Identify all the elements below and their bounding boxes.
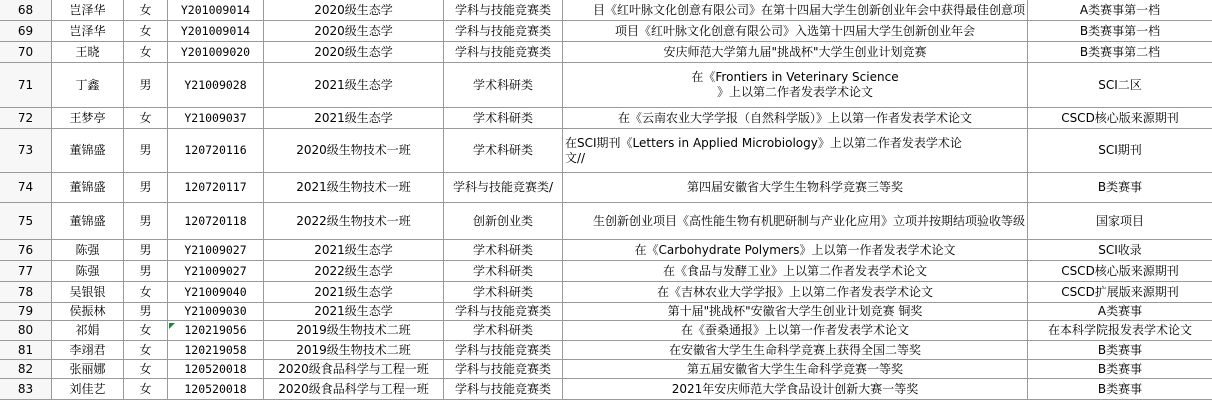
class-cell-text: 2019级生物技术二班 (296, 342, 411, 357)
category-cell-text: 学科与技能竞赛类 (454, 342, 551, 357)
category-cell[interactable] (444, 379, 563, 399)
name-cell-text: 岂泽华 (69, 23, 106, 38)
name-cell[interactable] (52, 108, 124, 128)
class-cell[interactable] (264, 108, 444, 128)
gender-cell-text: 女 (139, 44, 152, 59)
name-cell[interactable] (52, 282, 124, 302)
description-cell-text: 生创新创业项目《高性能生物有机肥研制与产业化应用》立项并按期结项验收等级 (592, 213, 1025, 228)
student-id-cell[interactable] (168, 341, 264, 359)
name-cell-text: 李翊君 (69, 342, 106, 357)
level-cell-text: A类赛事第一档 (1079, 2, 1161, 17)
level-cell[interactable] (1028, 379, 1212, 399)
category-cell-text: 学科与技能竞赛类 (454, 381, 551, 396)
description-cell-text: 在《Frontiers in Veterinary Science 》上以第二作者发表学术论文 (691, 70, 899, 99)
row-number-cell-text: 77 (17, 263, 34, 278)
name-cell[interactable] (52, 21, 124, 41)
name-cell-text: 祁娟 (75, 323, 100, 337)
name-cell[interactable] (52, 203, 124, 239)
level-cell-text: 国家项目 (1095, 213, 1144, 228)
level-cell[interactable] (1028, 42, 1212, 62)
category-cell[interactable] (444, 63, 563, 107)
table-row[interactable] (0, 203, 1212, 240)
name-cell-text: 岂泽华 (69, 2, 106, 17)
class-cell-text: 2021级生态学 (314, 242, 393, 257)
table-row[interactable] (0, 173, 1212, 203)
category-cell[interactable] (444, 261, 563, 281)
level-cell-text: B类赛事 (1097, 180, 1143, 194)
student-id-cell-text: Y201009014 (180, 23, 251, 38)
gender-cell-text: 女 (139, 381, 152, 396)
name-cell[interactable] (52, 173, 124, 202)
category-cell-text: 学科与技能竞赛类/ (452, 180, 554, 194)
student-id-cell[interactable] (168, 379, 264, 399)
level-cell[interactable] (1028, 0, 1212, 20)
row-number-cell[interactable] (0, 203, 52, 239)
level-cell-text: CSCD扩展版来源期刊 (1061, 284, 1179, 299)
class-cell[interactable] (264, 321, 444, 340)
category-cell-text: 学术科研类 (472, 242, 533, 257)
class-cell-text: 2022级生态学 (314, 263, 393, 278)
student-id-cell-text: Y21009028 (184, 77, 247, 92)
name-cell-text: 陈强 (75, 263, 100, 278)
row-number-cell[interactable] (0, 341, 52, 359)
gender-cell[interactable] (124, 21, 168, 41)
category-cell-text: 学科与技能竞赛类 (454, 23, 551, 38)
row-number-cell[interactable] (0, 360, 52, 378)
name-cell-text: 董锦盛 (69, 180, 106, 194)
gender-cell[interactable] (124, 379, 168, 399)
table-row[interactable] (0, 303, 1212, 321)
class-cell[interactable] (264, 21, 444, 41)
class-cell-text: 2021级生态学 (314, 304, 393, 318)
name-cell-text: 王梦亭 (69, 110, 106, 125)
gender-cell-text: 男 (139, 263, 152, 278)
level-cell[interactable] (1028, 63, 1212, 107)
gender-cell-text: 男 (139, 213, 152, 228)
gender-cell[interactable] (124, 261, 168, 281)
category-cell-text: 学术科研类 (472, 263, 533, 278)
name-cell-text: 张丽娜 (69, 361, 106, 376)
name-cell-text: 丁鑫 (75, 77, 100, 92)
row-number-cell-text: 78 (17, 284, 34, 299)
description-cell-text: 在《蚕桑通报》上以第一作者发表学术论文 (680, 323, 909, 337)
student-id-cell-text: 120720117 (184, 180, 247, 194)
level-cell[interactable] (1028, 240, 1212, 260)
student-id-cell[interactable] (168, 261, 264, 281)
class-cell-text: 2020级食品科学与工程一班 (278, 381, 429, 396)
category-cell-text: 学术科研类 (472, 77, 533, 92)
student-id-cell-text: Y21009040 (184, 284, 247, 299)
table-row[interactable] (0, 0, 1212, 21)
gender-cell[interactable] (124, 321, 168, 340)
level-cell-text: B类赛事 (1097, 381, 1143, 396)
row-number-cell-text: 79 (17, 304, 34, 318)
table-row[interactable] (0, 341, 1212, 360)
class-cell-text: 2019级生物技术二班 (296, 323, 411, 337)
class-cell-text: 2020级生态学 (314, 44, 393, 59)
row-number-cell[interactable] (0, 303, 52, 320)
description-cell-text: 第五届安徽省大学生生命科学竞赛一等奖 (686, 361, 903, 376)
student-id-cell[interactable] (168, 240, 264, 260)
level-cell[interactable] (1028, 360, 1212, 378)
category-cell[interactable] (444, 240, 563, 260)
table-row[interactable] (0, 379, 1212, 400)
category-cell-text: 学科与技能竞赛类 (454, 44, 551, 59)
student-id-cell-text: 120520018 (184, 381, 247, 396)
description-cell[interactable] (563, 42, 1028, 62)
gender-cell[interactable] (124, 108, 168, 128)
gender-cell-text: 女 (139, 23, 152, 38)
description-cell-text: 在安徽省大学生生命科学竞赛上获得全国二等奖 (668, 342, 921, 357)
level-cell[interactable] (1028, 341, 1212, 359)
row-number-cell-text: 68 (17, 2, 34, 17)
gender-cell[interactable] (124, 303, 168, 320)
category-cell[interactable] (444, 42, 563, 62)
category-cell[interactable] (444, 173, 563, 202)
row-number-cell-text: 73 (17, 143, 34, 157)
row-number-cell[interactable] (0, 129, 52, 172)
description-cell-text: 项目《红叶脉文化创意有限公司》入选第十四届大学生创新创业年会 (614, 23, 975, 38)
name-cell-text: 刘佳艺 (69, 381, 106, 396)
row-number-cell[interactable] (0, 321, 52, 340)
description-cell[interactable] (563, 379, 1028, 399)
category-cell[interactable] (444, 203, 563, 239)
category-cell[interactable] (444, 129, 563, 172)
class-cell[interactable] (264, 261, 444, 281)
row-number-cell[interactable] (0, 42, 52, 62)
student-id-cell-text: 120219058 (184, 342, 247, 357)
table-row[interactable] (0, 240, 1212, 261)
student-id-cell-text: Y201009014 (180, 2, 251, 17)
description-cell[interactable] (563, 261, 1028, 281)
table-row[interactable] (0, 42, 1212, 63)
category-cell-text: 创新创业类 (472, 213, 533, 228)
row-number-cell[interactable] (0, 261, 52, 281)
category-cell[interactable] (444, 321, 563, 340)
gender-cell[interactable] (124, 360, 168, 378)
gender-cell-text: 女 (139, 342, 152, 357)
category-cell-text: 学术科研类 (472, 143, 533, 157)
level-cell-text: B类赛事第一档 (1079, 23, 1161, 38)
class-cell-text: 2022级生物技术一班 (296, 213, 411, 228)
student-id-cell-text: 120720118 (184, 213, 247, 228)
student-id-cell[interactable] (168, 173, 264, 202)
row-number-cell-text: 75 (17, 213, 34, 228)
row-number-cell-text: 82 (17, 361, 34, 376)
level-cell-text: A类赛事 (1097, 304, 1143, 318)
category-cell[interactable] (444, 21, 563, 41)
row-number-cell-text: 74 (17, 180, 34, 194)
student-id-cell[interactable] (168, 63, 264, 107)
class-cell[interactable] (264, 282, 444, 302)
class-cell[interactable] (264, 173, 444, 202)
student-id-cell[interactable] (168, 203, 264, 239)
gender-cell[interactable] (124, 341, 168, 359)
description-cell[interactable] (563, 282, 1028, 302)
description-cell[interactable] (563, 173, 1028, 202)
row-number-cell[interactable] (0, 173, 52, 202)
table-row[interactable] (0, 261, 1212, 282)
class-cell-text: 2020级生物技术一班 (296, 143, 411, 157)
table-row[interactable] (0, 360, 1212, 379)
student-id-cell[interactable] (168, 360, 264, 378)
level-cell[interactable] (1028, 203, 1212, 239)
name-cell-text: 董锦盛 (69, 143, 106, 157)
class-cell[interactable] (264, 0, 444, 20)
table-row[interactable] (0, 321, 1212, 341)
description-cell[interactable] (563, 63, 1028, 107)
name-cell-text: 王晓 (75, 44, 100, 59)
student-id-cell[interactable] (168, 321, 264, 340)
class-cell[interactable] (264, 129, 444, 172)
description-cell[interactable] (563, 360, 1028, 378)
category-cell[interactable] (444, 303, 563, 320)
student-id-cell[interactable] (168, 282, 264, 302)
description-cell-text: 2021年安庆师范大学食品设计创新大赛一等奖 (671, 381, 919, 396)
student-id-cell-text: 120520018 (184, 361, 247, 376)
level-cell-text: 在本科学院报发表学术论文 (1047, 323, 1192, 337)
level-cell-text: B类赛事第二档 (1079, 44, 1161, 59)
gender-cell-text: 女 (139, 2, 152, 17)
name-cell[interactable] (52, 341, 124, 359)
description-cell[interactable] (563, 203, 1028, 239)
student-id-cell[interactable] (168, 0, 264, 20)
name-cell[interactable] (52, 63, 124, 107)
gender-cell-text: 男 (139, 77, 152, 92)
row-number-cell[interactable] (0, 240, 52, 260)
gender-cell[interactable] (124, 173, 168, 202)
category-cell[interactable] (444, 282, 563, 302)
category-cell[interactable] (444, 108, 563, 128)
name-cell[interactable] (52, 0, 124, 20)
row-number-cell[interactable] (0, 282, 52, 302)
level-cell[interactable] (1028, 21, 1212, 41)
row-number-cell[interactable] (0, 21, 52, 41)
row-number-cell-text: 76 (17, 242, 34, 257)
name-cell[interactable] (52, 360, 124, 378)
student-id-cell[interactable] (168, 129, 264, 172)
level-cell-text: B类赛事 (1097, 361, 1143, 376)
name-cell[interactable] (52, 129, 124, 172)
description-cell-text: 在《吉林农业大学学报》上以第二作者发表学术论文 (656, 284, 933, 299)
row-number-cell-text: 83 (17, 381, 34, 396)
category-cell-text: 学科与技能竞赛类 (454, 2, 551, 17)
level-cell[interactable] (1028, 303, 1212, 320)
class-cell[interactable] (264, 341, 444, 359)
level-cell-text: CSCD核心版来源期刊 (1061, 263, 1179, 278)
name-cell[interactable] (52, 321, 124, 340)
gender-cell[interactable] (124, 129, 168, 172)
table-row[interactable] (0, 63, 1212, 108)
category-cell[interactable] (444, 0, 563, 20)
student-id-cell[interactable] (168, 42, 264, 62)
row-number-cell-text: 71 (17, 77, 34, 92)
class-cell[interactable] (264, 63, 444, 107)
description-cell[interactable] (563, 321, 1028, 340)
class-cell-text: 2021级生物技术一班 (296, 180, 411, 194)
student-id-cell[interactable] (168, 303, 264, 320)
gender-cell-text: 男 (139, 180, 152, 194)
student-id-cell[interactable] (168, 108, 264, 128)
class-cell-text: 2020级生态学 (314, 2, 393, 17)
level-cell[interactable] (1028, 261, 1212, 281)
name-cell[interactable] (52, 240, 124, 260)
class-cell[interactable] (264, 42, 444, 62)
category-cell-text: 学科与技能竞赛类 (454, 304, 551, 318)
level-cell-text: CSCD核心版来源期刊 (1061, 110, 1179, 125)
description-cell-text: 目《红叶脉文化创意有限公司》在第十四届大学生创新创业年会中获得最佳创意项 (592, 2, 1025, 17)
category-cell-text: 学术科研类 (472, 323, 533, 337)
name-cell-text: 陈强 (75, 242, 100, 257)
description-cell[interactable] (563, 108, 1028, 128)
class-cell[interactable] (264, 360, 444, 378)
class-cell-text: 2021级生态学 (314, 77, 393, 92)
name-cell[interactable] (52, 303, 124, 320)
description-cell[interactable] (563, 341, 1028, 359)
category-cell[interactable] (444, 341, 563, 359)
level-cell-text: SCI二区 (1098, 77, 1142, 92)
name-cell[interactable] (52, 42, 124, 62)
gender-cell-text: 男 (139, 143, 152, 157)
name-cell-text: 侯振林 (69, 304, 106, 318)
gender-cell-text: 女 (139, 284, 152, 299)
category-cell[interactable] (444, 360, 563, 378)
class-cell[interactable] (264, 303, 444, 320)
student-id-cell-text: Y21009037 (184, 110, 247, 125)
level-cell[interactable] (1028, 173, 1212, 202)
description-cell[interactable] (563, 21, 1028, 41)
description-cell-text: 在SCI期刊《Letters in Applied Microbiology》上以第二作者发表学术论 文// (565, 135, 962, 165)
description-cell[interactable] (563, 129, 1028, 172)
student-id-cell-text: Y201009020 (180, 44, 251, 59)
table-row[interactable] (0, 108, 1212, 129)
description-cell-text: 在《食品与发酵工业》上以第二作者发表学术论文 (662, 263, 927, 278)
student-id-cell-text: Y21009030 (184, 304, 247, 318)
name-cell[interactable] (52, 379, 124, 399)
description-cell[interactable] (563, 0, 1028, 20)
description-cell[interactable] (563, 240, 1028, 260)
description-cell-text: 在《云南农业大学学报（自然科学版）》上以第一作者发表学术论文 (617, 110, 972, 125)
level-cell-text: B类赛事 (1097, 342, 1143, 357)
table-row[interactable] (0, 129, 1212, 173)
category-cell-text: 学科与技能竞赛类 (454, 361, 551, 376)
row-number-cell[interactable] (0, 0, 52, 20)
gender-cell[interactable] (124, 0, 168, 20)
gender-cell[interactable] (124, 203, 168, 239)
level-cell[interactable] (1028, 282, 1212, 302)
gender-cell-text: 男 (139, 304, 152, 318)
name-cell-text: 吴银银 (69, 284, 106, 299)
class-cell-text: 2020级食品科学与工程一班 (278, 361, 429, 376)
gender-cell[interactable] (124, 282, 168, 302)
row-number-cell-text: 81 (17, 342, 34, 357)
row-number-cell[interactable] (0, 379, 52, 399)
row-number-cell-text: 72 (17, 110, 34, 125)
class-cell[interactable] (264, 379, 444, 399)
table-row[interactable] (0, 21, 1212, 42)
row-number-cell-text: 80 (17, 323, 34, 337)
cell-comment-marker (169, 323, 175, 329)
row-number-cell[interactable] (0, 108, 52, 128)
student-id-cell[interactable] (168, 21, 264, 41)
student-id-cell-text: 120219056 (184, 323, 247, 337)
description-cell-text: 在《Carbohydrate Polymers》上以第一作者发表学术论文 (634, 242, 956, 257)
name-cell[interactable] (52, 261, 124, 281)
class-cell-text: 2021级生态学 (314, 110, 393, 125)
level-cell-text: SCI期刊 (1098, 143, 1142, 157)
gender-cell-text: 女 (139, 323, 152, 337)
description-cell-text: 第十届"挑战杯"安徽省大学生创业计划竞赛 铜奖 (667, 304, 923, 318)
class-cell-text: 2020级生态学 (314, 23, 393, 38)
level-cell[interactable] (1028, 321, 1212, 340)
row-number-cell[interactable] (0, 63, 52, 107)
description-cell-text: 第四届安徽省大学生生物科学竞赛三等奖 (686, 180, 903, 194)
student-id-cell-text: 120720116 (184, 143, 247, 157)
row-number-cell-text: 70 (17, 44, 34, 59)
class-cell-text: 2021级生态学 (314, 284, 393, 299)
row-number-cell-text: 69 (17, 23, 34, 38)
level-cell[interactable] (1028, 108, 1212, 128)
level-cell[interactable] (1028, 129, 1212, 172)
class-cell[interactable] (264, 240, 444, 260)
category-cell-text: 学术科研类 (472, 110, 533, 125)
gender-cell-text: 女 (139, 110, 152, 125)
student-id-cell-text: Y21009027 (184, 242, 247, 257)
name-cell-text: 董锦盛 (69, 213, 106, 228)
gender-cell[interactable] (124, 240, 168, 260)
table-row[interactable] (0, 282, 1212, 303)
level-cell-text: SCI收录 (1098, 242, 1142, 257)
gender-cell[interactable] (124, 42, 168, 62)
student-id-cell-text: Y21009027 (184, 263, 247, 278)
category-cell-text: 学术科研类 (472, 284, 533, 299)
gender-cell-text: 男 (139, 242, 152, 257)
description-cell-text: 安庆师范大学第九届"挑战杯"大学生创业计划竞赛 (663, 44, 927, 59)
class-cell[interactable] (264, 203, 444, 239)
description-cell[interactable] (563, 303, 1028, 320)
gender-cell-text: 女 (139, 361, 152, 376)
gender-cell[interactable] (124, 63, 168, 107)
